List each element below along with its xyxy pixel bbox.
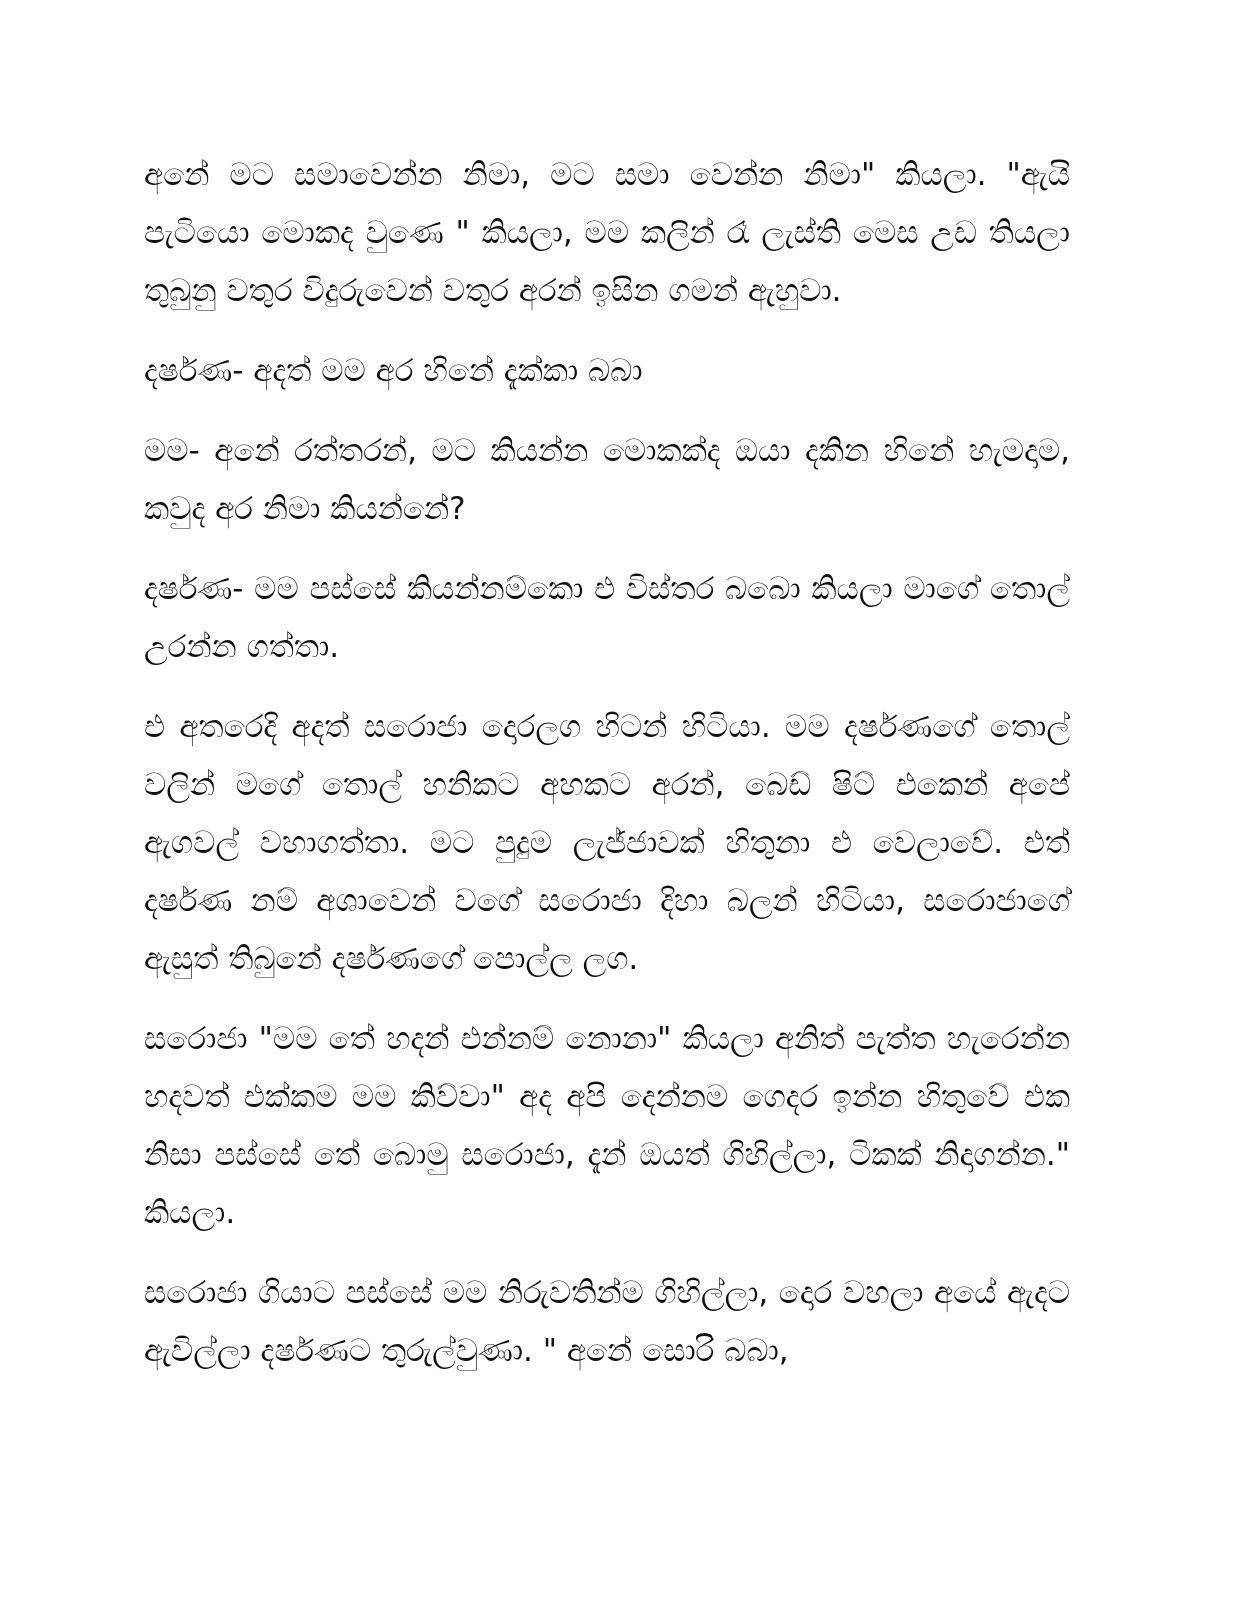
paragraph-2: දර්ෂණ- අදත් මම අර හිනේ දැක්කා බබා (144, 353, 643, 389)
story-text-column (144, 146, 1070, 1402)
paragraph-3: මම- අනේ රත්තරන්, මට කියන්න මොකක්ද ඔයා දකින හිනේ හැමදාම, කවුද අර නිමා කියන්නේ? (144, 433, 1070, 527)
paragraph-5: එ අතරෙදි අදත් සරොජා දොරලග හිටන් හිටියා. මම දර්ෂණගේ තොල් වලින් මගේ තොල් හනිකට අහකට අරන්, බෙඩ් ෂිට් එකෙන් අපේ ඇගවල් වහාගත්තා. මට පුදුම ලැජ්ජාවක් හිතුනා එ වෙලාවේ. එත් දර්ෂණ නම් අශාවෙන් වගේ සරොජා දිහා බලන් හිටියා, සරොජාගේ ඇසුත් තිබුනේ දර්ෂණගේ පොල්ල ලග. (144, 709, 1070, 977)
paragraph-7: සරොජා ගියාට පස්සේ මම නිරුවතින්ම ගිහිල්ලා, දොර වහලා අයේ ඇදට ඇවිල්ලා දර්ෂණට තුරුල්වුණා. " අනේ සොරි බබා, (144, 1275, 1070, 1369)
paragraph-1: අනේ මට සමාවෙන්න නිමා, මට සමා වෙන්න නිමා" කියලා. "ඇයි පැටියො මොකද වුණෙ " කියලා, මම කලින් රෑ ලැස්ති මෙස උඩ තියලා තුබුනු වතුර විදුරුවෙන් වතුර අරන් ඉසින ගමන් ඇහුවා. (144, 157, 1070, 309)
paragraph-6: සරොජා "මම තේ හදන් එන්නම් නොනා" කියලා අනිත් පැත්ත හැරෙන්න හදවත් එක්කම මම කිව්වා" අද අපි දෙන්නම ගෙදර ඉන්න හිතුවේ එක නිසා පස්සේ තේ බොමු සරොජා, දැන් ඔයත් ගිහිල්ලා, ටිකක් නිදාගන්න." කියලා. (144, 1021, 1070, 1231)
paragraph-4: දර්ෂණ- මම පස්සේ කියන්නම්කො එ විස්තර බබො කියලා මාගේ තොල් උරන්න ගත්තා. (144, 571, 1070, 665)
